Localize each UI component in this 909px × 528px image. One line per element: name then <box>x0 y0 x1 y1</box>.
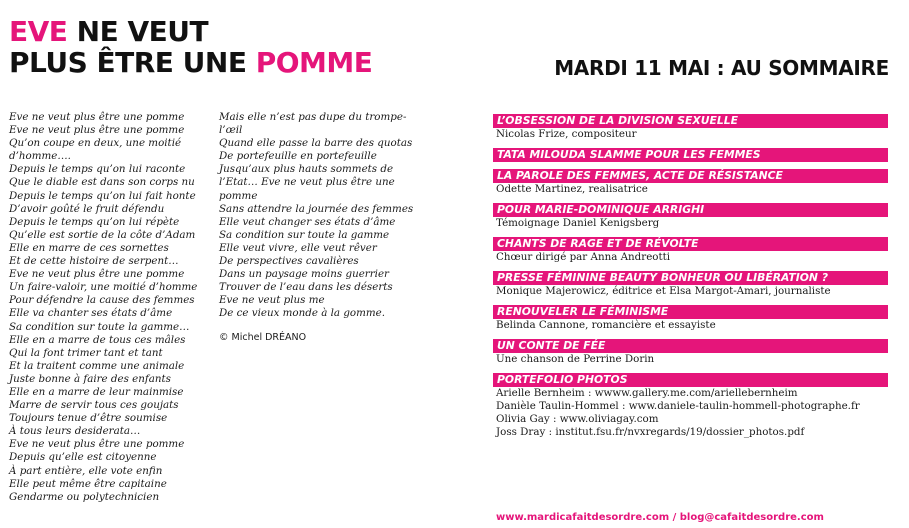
poem-line: De portefeuille en portefeuille <box>219 150 377 163</box>
poem-line: Elle en marre de ces sornettes <box>9 241 169 254</box>
program-item-title: RENOUVELER LE FÉMINISME <box>493 305 888 319</box>
program-item <box>493 237 888 264</box>
program-item-description: Belinda Cannone, romancière et essayiste <box>496 319 716 331</box>
poem-line: Dans un paysage moins guerrier <box>219 268 389 281</box>
program-item-description: Olivia Gay : www.oliviagay.com <box>496 413 659 425</box>
poem-line: Que le diable est dans son corps nu <box>9 176 195 189</box>
program-item-description: Monique Majerowicz, éditrice et Elsa Margot-Amari, journaliste <box>496 285 831 297</box>
poem-line: l’Etat… Eve ne veut plus être une <box>219 176 395 189</box>
poem-column-2 <box>219 111 414 344</box>
program-item <box>493 373 888 439</box>
program-item-title: LA PAROLE DES FEMMES, ACTE DE RÉSISTANCE <box>493 169 888 183</box>
poem-line: d’homme…. <box>9 150 71 163</box>
poem-line: Sa condition sur toute la gamme <box>219 228 390 241</box>
program-item-description: Joss Dray : institut.fsu.fr/nvxregards/19/dossier_photos.pdf <box>496 426 805 438</box>
program-item-title: PORTEFOLIO PHOTOS <box>493 373 888 387</box>
program-item-title: L’OBSESSION DE LA DIVISION SEXUELLE <box>493 114 888 128</box>
poem-line: Elle peut même être capitaine <box>9 477 167 490</box>
program-item-description: Danièle Taulin-Hommel : www.daniele-taulin-hommell-photographe.fr <box>496 400 860 412</box>
title-accent-eve: EVE <box>9 15 68 48</box>
poem-line: Sans attendre la journée des femmes <box>219 202 414 215</box>
title-part-1: NE VEUT <box>67 15 209 48</box>
program-item <box>493 271 888 298</box>
poem-line: Elle en a marre de leur mainmise <box>9 385 184 398</box>
program-item-description: Chœur dirigé par Anna Andreotti <box>496 251 671 263</box>
poem-line: Eve ne veut plus me <box>219 294 325 307</box>
poem-line: Quand elle passe la barre des quotas <box>219 137 413 150</box>
poem-line: Un faire-valoir, une moitié d’homme <box>9 281 198 294</box>
footer-contact[interactable]: www.mardicafaitdesordre.com / blog@cafaitdesordre.com <box>496 512 824 523</box>
poem-line: Jusqu’aux plus hauts sommets de <box>219 163 394 176</box>
poem-line: De perspectives cavalières <box>219 255 359 268</box>
poem-line: D’avoir goûté le fruit défendu <box>9 202 165 215</box>
poem-line: Depuis le temps qu’on lui raconte <box>9 163 186 176</box>
program-item <box>493 203 888 230</box>
poem-line: Elle veut changer ses états d’âme <box>219 215 396 228</box>
poem-line: Elle en a marre de tous ces mâles <box>9 333 186 346</box>
program-item <box>493 339 888 366</box>
poem-line: Juste bonne à faire des enfants <box>9 372 171 385</box>
program-item <box>493 169 888 196</box>
poem-line: Marre de servir tous ces goujats <box>9 399 179 412</box>
poem-line: Elle va chanter ses états d’âme <box>9 307 173 320</box>
poem-line: Qu’elle est sortie de la côte d’Adam <box>9 228 196 241</box>
program-item-description: Témoignage Daniel Kenigsberg <box>496 217 660 229</box>
poem-line: Mais elle n’est pas dupe du trompe- <box>219 111 407 123</box>
title-part-2: PLUS ÊTRE UNE <box>9 46 256 79</box>
poem-line: Sa condition sur toute la gamme… <box>9 320 190 333</box>
program-item-title: PRESSE FÉMININE BEAUTY BONHEUR OU LIBÉRATION ? <box>493 271 888 285</box>
poem-line: Eve ne veut plus être une pomme <box>9 124 185 137</box>
poem-line: À tous leurs desiderata… <box>9 425 141 438</box>
poem-line: Toujours tenue d’être soumise <box>9 412 168 425</box>
poem-line: Pour défendre la cause des femmes <box>9 294 195 307</box>
poem-credit: © Michel DRÉANO <box>219 331 307 343</box>
title-accent-pomme: POMME <box>255 46 373 79</box>
poem-line: Et la traitent comme une animale <box>9 359 185 372</box>
program-item-title: POUR MARIE-DOMINIQUE ARRIGHI <box>493 203 888 217</box>
poem-line: Qui la font trimer tant et tant <box>9 346 163 359</box>
page-title <box>9 16 372 78</box>
program-item-description: Nicolas Frize, compositeur <box>496 128 637 140</box>
issue-date-heading: MARDI 11 MAI : AU SOMMAIRE <box>554 56 889 80</box>
program-item-description: Arielle Bernheim : wwww.gallery.me.com/ariellebernheim <box>496 387 798 399</box>
poem-line: Elle veut vivre, elle veut rêver <box>219 241 377 254</box>
poem-line: À part entière, elle vote enfin <box>9 464 163 477</box>
program-item-title: UN CONTE DE FÉE <box>493 339 888 353</box>
program-item <box>493 148 888 162</box>
program-item-description: Une chanson de Perrine Dorin <box>496 353 655 365</box>
poem-line: Eve ne veut plus être une pomme <box>9 268 185 281</box>
program-item <box>493 305 888 332</box>
poem-column-1 <box>9 111 198 504</box>
poem-line: Depuis qu’elle est citoyenne <box>9 451 157 464</box>
poem-line: Gendarme ou polytechnicien <box>9 490 160 503</box>
poem-line: l’œil <box>219 124 243 137</box>
poem-line: Trouver de l’eau dans les déserts <box>219 281 393 294</box>
program-item-description: Odette Martinez, realisatrice <box>496 183 648 195</box>
poem-line: Eve ne veut plus être une pomme <box>9 438 185 451</box>
program-item-title: TATA MILOUDA SLAMME POUR LES FEMMES <box>493 148 888 162</box>
poem-line: Depuis le temps qu’on lui répète <box>9 215 180 228</box>
poem-line: Depuis le temps qu’on lui fait honte <box>9 189 196 202</box>
program-item-title: CHANTS DE RAGE ET DE RÉVOLTE <box>493 237 888 251</box>
poem-line: De ce vieux monde à la gomme. <box>219 307 386 320</box>
poem-line: Eve ne veut plus être une pomme <box>9 111 185 123</box>
program-item <box>493 114 888 141</box>
program-list <box>493 114 888 446</box>
poem-line: pomme <box>219 189 258 202</box>
poem-line: Et de cette histoire de serpent… <box>9 255 179 268</box>
poem-line: Qu’on coupe en deux, une moitié <box>9 137 182 150</box>
